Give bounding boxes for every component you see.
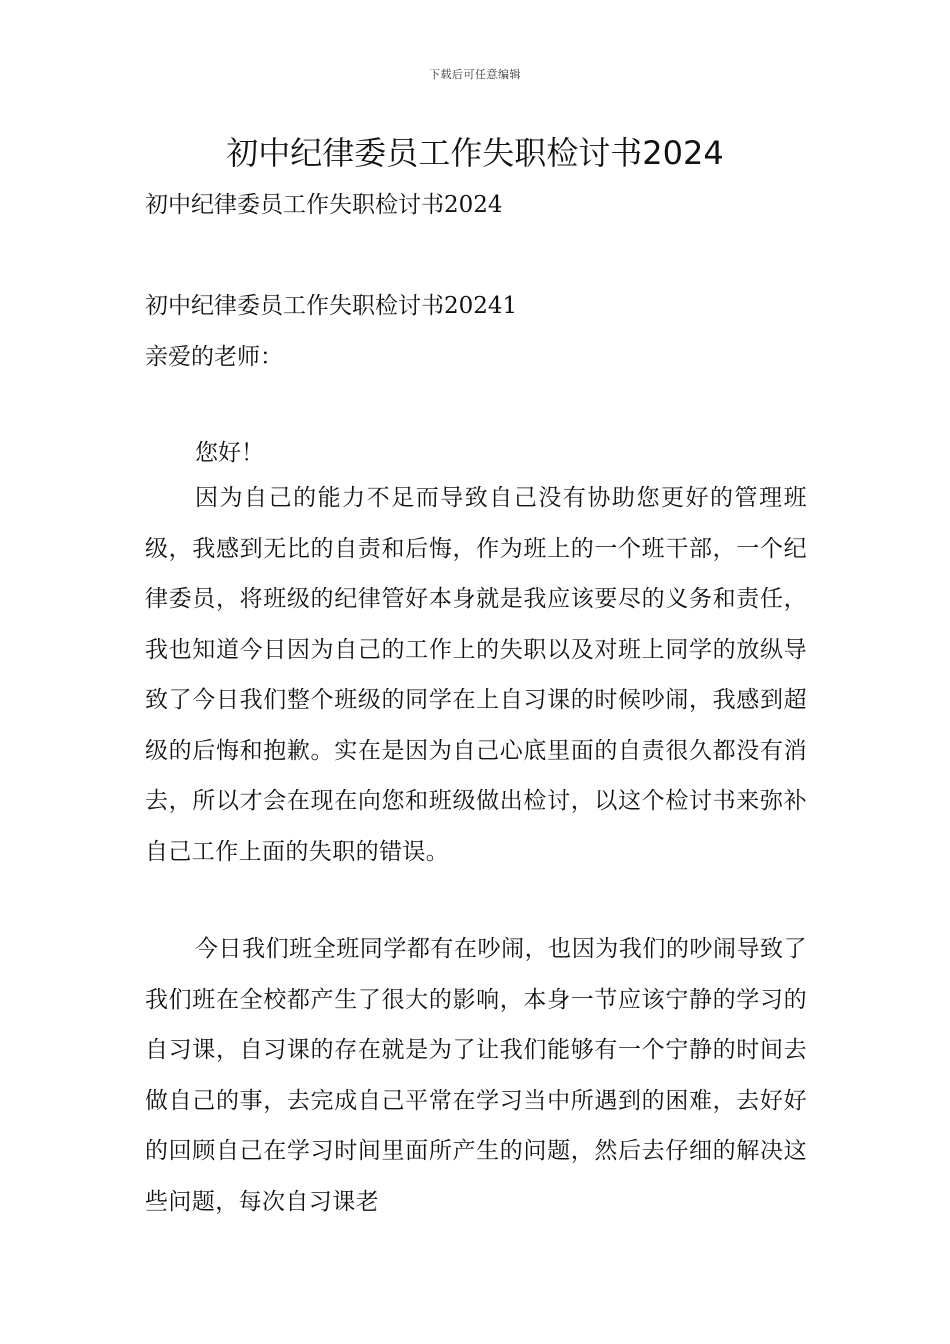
- subtitle: 初中纪律委员工作失职检讨书2024: [145, 192, 503, 218]
- body-paragraph-2: 今日我们班全班同学都有在吵闹，也因为我们的吵闹导致了我们班在全校都产生了很大的影响，本身一节应该宁静的学习的自习课，自习课的存在就是为了让我们能够有一个宁静的时间去做自己的事，去完成自己平常在学习当中所遇到的困难，去好好的回顾自己在学习时间里面所产生的问题，然后去仔细的解决这些问题，每次自习课老: [145, 936, 807, 1215]
- salutation: 亲爱的老师：: [145, 344, 283, 370]
- section-heading: 初中纪律委员工作失职检讨书20241: [145, 293, 518, 319]
- document-title: 初中纪律委员工作失职检讨书2024: [226, 134, 724, 172]
- header-note: 下载后可任意编辑: [429, 68, 521, 81]
- body-paragraph-1: 因为自己的能力不足而导致自己没有协助您更好的管理班级，我感到无比的自责和后悔，作为班上的一个班干部，一个纪律委员，将班级的纪律管好本身就是我应该要尽的义务和责任，我也知道今日因为自己的工作上的失职以及对班上同学的放纵导致了今日我们整个班级的同学在上自习课的时候吵闹，我感到超级的后悔和抱歉。实在是因为自己心底里面的自责很久都没有消去，所以才会在现在向您和班级做出检讨，以这个检讨书来弥补自己工作上面的失职的错误。: [145, 485, 807, 865]
- greeting: 您好！: [195, 440, 264, 466]
